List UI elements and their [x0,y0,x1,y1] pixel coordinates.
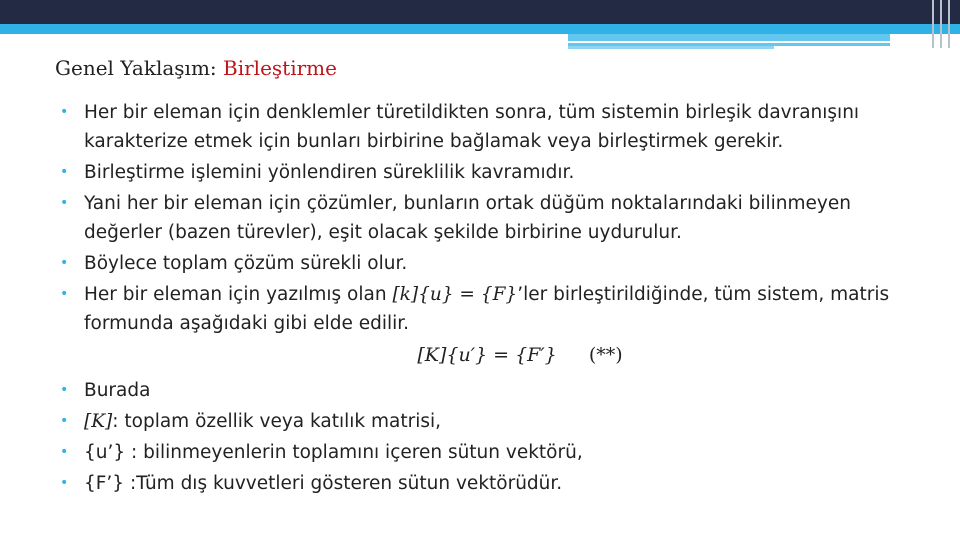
bullet-text: Yani her bir eleman için çözümler, bunların ortak düğüm noktalarındaki bilinmeyen değerler (bazen türevler), eşit olacak şekilde birbirine uydurulur. [84,193,851,243]
list-item [60,469,900,498]
list-item [60,249,900,278]
list-item [60,438,900,467]
equation-tag: (**) [588,344,623,366]
list-item [60,158,900,187]
list-item [60,280,900,338]
bullet-icon: • [60,413,69,429]
inline-math: [K] [84,411,113,432]
slide-title [55,56,337,80]
bullet-icon: • [60,255,69,271]
bullet-text: Her bir eleman için denklemler türetildikten sonra, tüm sistemin birleşik davranışını karakterize etmek için bunları birbirine bağlamak veya birleştirmek gerekir. [84,102,860,152]
bullet-text-pre: Her bir eleman için yazılmış olan [84,284,393,305]
list-item [60,407,900,436]
bullet-text-post: ’ler birleştirildiğinde, tüm sistem, matris formunda aşağıdaki gibi elde edilir. [84,284,890,334]
bullet-icon: • [60,444,69,460]
header-blue-bar [0,24,960,34]
bullet-text: Birleştirme işlemini yönlendiren süreklilik kavramıdır. [84,162,575,183]
equation [60,340,900,370]
header-accent-bar [568,34,890,46]
inline-math: [k]{u} = {F} [392,284,518,305]
bullet-icon: • [60,475,69,491]
list-item [60,98,900,156]
title-prefix: Genel Yaklaşım: [55,56,217,80]
bullet-text: Böylece toplam çözüm sürekli olur. [84,253,408,274]
bullet-text-post: : toplam özellik veya katılık matrisi, [112,411,442,432]
bullet-text: Burada [84,380,151,401]
bullet-icon: • [60,286,69,302]
bullet-icon: • [60,164,69,180]
bullet-icon: • [60,195,69,211]
equation-expr: [K]{u′} = {F′} [417,344,557,366]
bullet-icon: • [60,382,69,398]
header-accent-gap [568,41,890,43]
corner-decoration [928,0,960,48]
bullet-icon: • [60,104,69,120]
header-dark-bar [0,0,960,24]
bullet-text: {u’} : bilinmeyenlerin toplamını içeren sütun vektörü, [84,442,583,463]
title-highlight: Birleştirme [223,56,337,80]
list-item [60,189,900,247]
header-accent-bar-small [568,46,774,49]
list-item [60,376,900,405]
bullet-list [60,98,900,500]
bullet-text: {F’} :Tüm dış kuvvetleri gösteren sütun vektörüdür. [84,473,563,494]
